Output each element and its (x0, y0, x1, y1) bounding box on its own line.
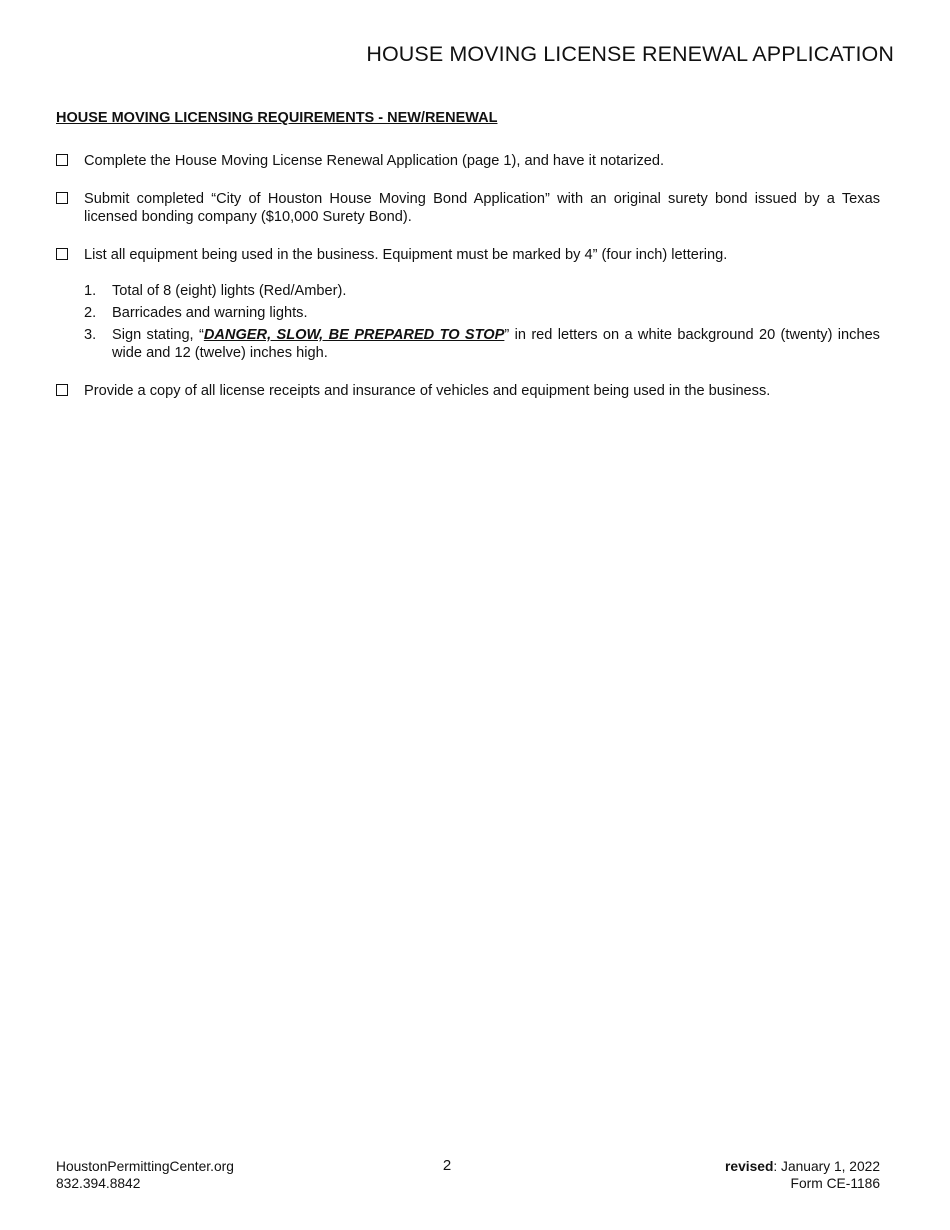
list-number: 1. (84, 283, 97, 299)
equipment-list (84, 282, 880, 362)
checkbox[interactable] (56, 192, 68, 204)
revised-label: revised (725, 1159, 774, 1174)
requirement-item (56, 382, 880, 400)
section-heading: HOUSE MOVING LICENSING REQUIREMENTS - NEW/RENEWAL (56, 110, 498, 126)
list-item-text: Barricades and warning lights. (112, 305, 308, 321)
footer-revision (725, 1158, 880, 1192)
requirement-text: Complete the House Moving License Renewal Application (page 1), and have it notarized. (84, 153, 665, 169)
list-item-prefix: Sign stating, “ (112, 327, 204, 343)
checkbox[interactable] (56, 154, 68, 166)
requirement-item (56, 190, 880, 226)
warning-sign-text: DANGER, SLOW, BE PREPARED TO STOP (203, 327, 505, 343)
requirement-text: Provide a copy of all license receipts and insurance of vehicles and equipment being used in the business. (84, 383, 771, 399)
requirement-text: List all equipment being used in the business. Equipment must be marked by 4” (four inch) lettering. (84, 247, 728, 263)
list-number: 3. (84, 327, 97, 343)
footer-website: HoustonPermittingCenter.org (56, 1159, 234, 1174)
page-number: 2 (442, 1157, 452, 1174)
revised-date: : January 1, 2022 (773, 1159, 880, 1174)
requirement-item (56, 152, 880, 170)
checkbox[interactable] (56, 384, 68, 396)
list-item-suffix: ” in red letters on a white background 20 (twenty) inches wide and 12 (twelve) inches high. (112, 327, 880, 361)
requirement-text: Submit completed “City of Houston House Moving Bond Application” with an original surety bond issued by a Texas licensed bonding company ($10,000 Surety Bond). (84, 191, 880, 225)
list-item-text: Total of 8 (eight) lights (Red/Amber). (112, 283, 347, 299)
list-item (84, 326, 880, 362)
list-item (84, 304, 880, 322)
requirement-item (56, 246, 880, 264)
page-title: HOUSE MOVING LICENSE RENEWAL APPLICATION (366, 42, 894, 66)
list-item (84, 282, 880, 300)
form-id: Form CE-1186 (790, 1176, 880, 1191)
list-number: 2. (84, 305, 97, 321)
checkbox[interactable] (56, 248, 68, 260)
footer-phone: 832.394.8842 (56, 1176, 141, 1191)
